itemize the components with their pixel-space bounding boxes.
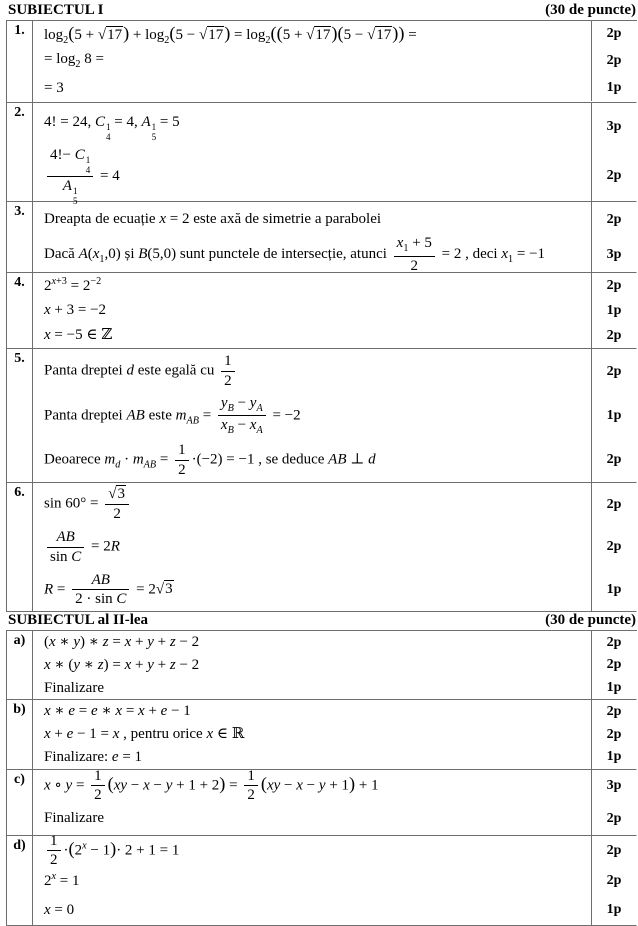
formula: Dacă $A(x_1,0)$ și B(5,0) sunt punctele de intersecție, atunci $\frac{x_1 + 5}{2}$ = 2 , deci $x_1 = -1$ xyxy=(44,235,546,274)
solution-line xyxy=(33,438,636,482)
formula: Dreapta de ecuație x = 2 este axă de simetrie a parabolei xyxy=(44,211,382,228)
section1-answers-table xyxy=(6,20,637,612)
formula: x ∗ (y ∗ z) = x + y + z − 2 xyxy=(44,656,200,673)
points-value: 2p xyxy=(591,323,636,348)
answer-row xyxy=(6,349,637,483)
points-value: 2p xyxy=(591,48,636,75)
points-value: 2p xyxy=(591,836,636,866)
points-value: 2p xyxy=(591,654,636,677)
row-lines xyxy=(33,700,636,768)
row-lines xyxy=(33,832,636,925)
formula: sin 60° = $\frac{√3}{2}$ xyxy=(33,483,591,526)
solution-line xyxy=(33,654,636,677)
section2-answers-table xyxy=(6,630,637,926)
answer-row xyxy=(6,631,637,700)
points-value: 2p xyxy=(591,866,636,896)
solution-line xyxy=(33,298,636,323)
points-value: 2p xyxy=(591,21,636,48)
points-value: 2p xyxy=(591,631,636,654)
formula: x = 0 xyxy=(44,901,75,918)
section1-header xyxy=(6,2,637,20)
solution-line xyxy=(33,832,636,869)
solution-line xyxy=(33,895,636,925)
formula: 4!− C 1 4 A 1 5 = 4 xyxy=(33,144,591,209)
row-label: d) xyxy=(7,836,33,925)
formula: 4! = 24, C 1 4 = 4, A 1 5 = 5 xyxy=(44,113,180,142)
solution-line xyxy=(33,700,636,723)
solution-line xyxy=(33,723,636,746)
answer-row xyxy=(6,21,637,103)
formula: x + e − 1 = x , pentru orice x ∈ ℝ xyxy=(44,726,245,743)
formula: Finalizare xyxy=(44,679,104,696)
answer-row xyxy=(6,273,637,349)
formula: $2^x = 1$ xyxy=(44,870,80,889)
formula: $\frac{1}{2}$ $\cdot(2^x - 1)\cdot 2 + 1 = 1$ xyxy=(33,830,591,873)
solution-line xyxy=(33,48,636,75)
row-label: c) xyxy=(7,770,33,835)
formula: x ∗ e = e ∗ x = x + e − 1 xyxy=(44,703,191,720)
formula: x ∘ y = $\frac{1}{2}$ (xy − x − y + 1 + 2) = $\frac{1}{2}$ (xy − x − y + 1) + 1 xyxy=(44,767,379,804)
points-value: 2p xyxy=(591,526,636,569)
row-lines xyxy=(33,273,636,348)
formula: $2^{x+3} = 2^{-2}$ xyxy=(44,275,102,294)
points-value: 2p xyxy=(591,723,636,746)
points-value: 2p xyxy=(591,483,636,526)
points-value: 2p xyxy=(591,202,636,237)
row-lines xyxy=(33,349,636,482)
formula: (x ∗ y) ∗ z = x + y + z − 2 xyxy=(44,634,200,651)
row-label: b) xyxy=(7,700,33,768)
solution-line xyxy=(33,631,636,654)
row-label: 4. xyxy=(7,273,33,348)
points-value: 1p xyxy=(591,895,636,925)
points-value: 3p xyxy=(591,770,636,803)
answer-row xyxy=(6,832,637,926)
solution-line xyxy=(33,677,636,700)
row-label: 5. xyxy=(7,349,33,482)
solution-line xyxy=(33,146,636,207)
section2-header xyxy=(6,612,637,630)
formula: Finalizare: e = 1 xyxy=(44,748,143,765)
solution-line xyxy=(33,526,636,569)
row-label: 3. xyxy=(7,202,33,272)
points-value: 2p xyxy=(591,700,636,723)
row-lines xyxy=(33,483,636,611)
points-value: 1p xyxy=(591,75,636,102)
answer-row xyxy=(6,700,637,769)
points-value: 2p xyxy=(591,349,636,393)
points-value: 2p xyxy=(591,802,636,835)
formula: $\frac{AB}{\text{sin C}}$ = 2R xyxy=(33,526,591,569)
formula: = $\log_2 8$ = xyxy=(44,51,104,71)
formula: x = −5 ∈ ℤ xyxy=(44,327,113,344)
formula: Finalizare xyxy=(44,810,104,827)
points-value: 2p xyxy=(591,273,636,298)
formula: Panta dreptei d este egală cu $\frac{1}{2}$ xyxy=(33,350,591,393)
answer-row xyxy=(6,483,637,612)
solution-line xyxy=(33,75,636,102)
solution-line xyxy=(33,483,636,526)
points-value: 1p xyxy=(591,298,636,323)
points-value: 2p xyxy=(591,152,636,201)
points-value: 3p xyxy=(591,103,636,152)
section2-points-total: (30 de puncte) xyxy=(545,612,636,629)
formula: R = $\frac{AB}{\text{2 · sin C}}$ = 2√3 xyxy=(44,571,173,608)
row-label: 2. xyxy=(7,103,33,202)
points-value: 3p xyxy=(591,237,636,272)
solution-line xyxy=(33,394,636,438)
row-label: 1. xyxy=(7,21,33,102)
solution-line xyxy=(33,569,636,612)
formula: Panta dreptei AB este $m_{AB}$ = $\frac{y_B - y_A}{x_B - x_A}$ = −2 xyxy=(44,394,301,437)
row-label: 6. xyxy=(7,483,33,611)
solution-line xyxy=(33,323,636,348)
solution-line xyxy=(33,273,636,298)
row-lines xyxy=(33,767,636,835)
section2-title: SUBIECTUL al II-lea xyxy=(8,612,149,629)
formula: x + 3 = −2 xyxy=(44,302,107,319)
row-lines xyxy=(33,21,636,102)
answer-row xyxy=(6,103,637,207)
solution-line xyxy=(33,21,636,48)
solution-line xyxy=(33,237,636,272)
points-value: 1p xyxy=(591,746,636,769)
formula: = 3 xyxy=(44,79,64,96)
solution-line xyxy=(33,349,636,393)
points-value: 1p xyxy=(591,677,636,700)
solution-line xyxy=(33,767,636,804)
row-label: a) xyxy=(7,631,33,699)
formula: $\log_2(5 + √17) + \log_2(5 - √17) = \log_2((5 + √17)(5 - √17))$ = xyxy=(44,22,417,46)
formula: Deoarece $m_d \cdot m_{AB}$ = $\frac{1}{2}$ ·(−2) = −1 , se deduce AB ⊥ d xyxy=(44,441,376,478)
points-value: 2p xyxy=(591,438,636,482)
answer-row xyxy=(6,767,637,836)
answer-row xyxy=(6,202,637,273)
row-lines xyxy=(33,103,636,207)
row-lines xyxy=(33,631,636,699)
points-value: 1p xyxy=(591,394,636,438)
row-lines xyxy=(33,202,636,272)
points-value: 1p xyxy=(591,569,636,612)
solution-line xyxy=(33,866,636,896)
section1-title: SUBIECTUL I xyxy=(8,2,104,18)
section1-points-total: (30 de puncte) xyxy=(545,2,636,18)
